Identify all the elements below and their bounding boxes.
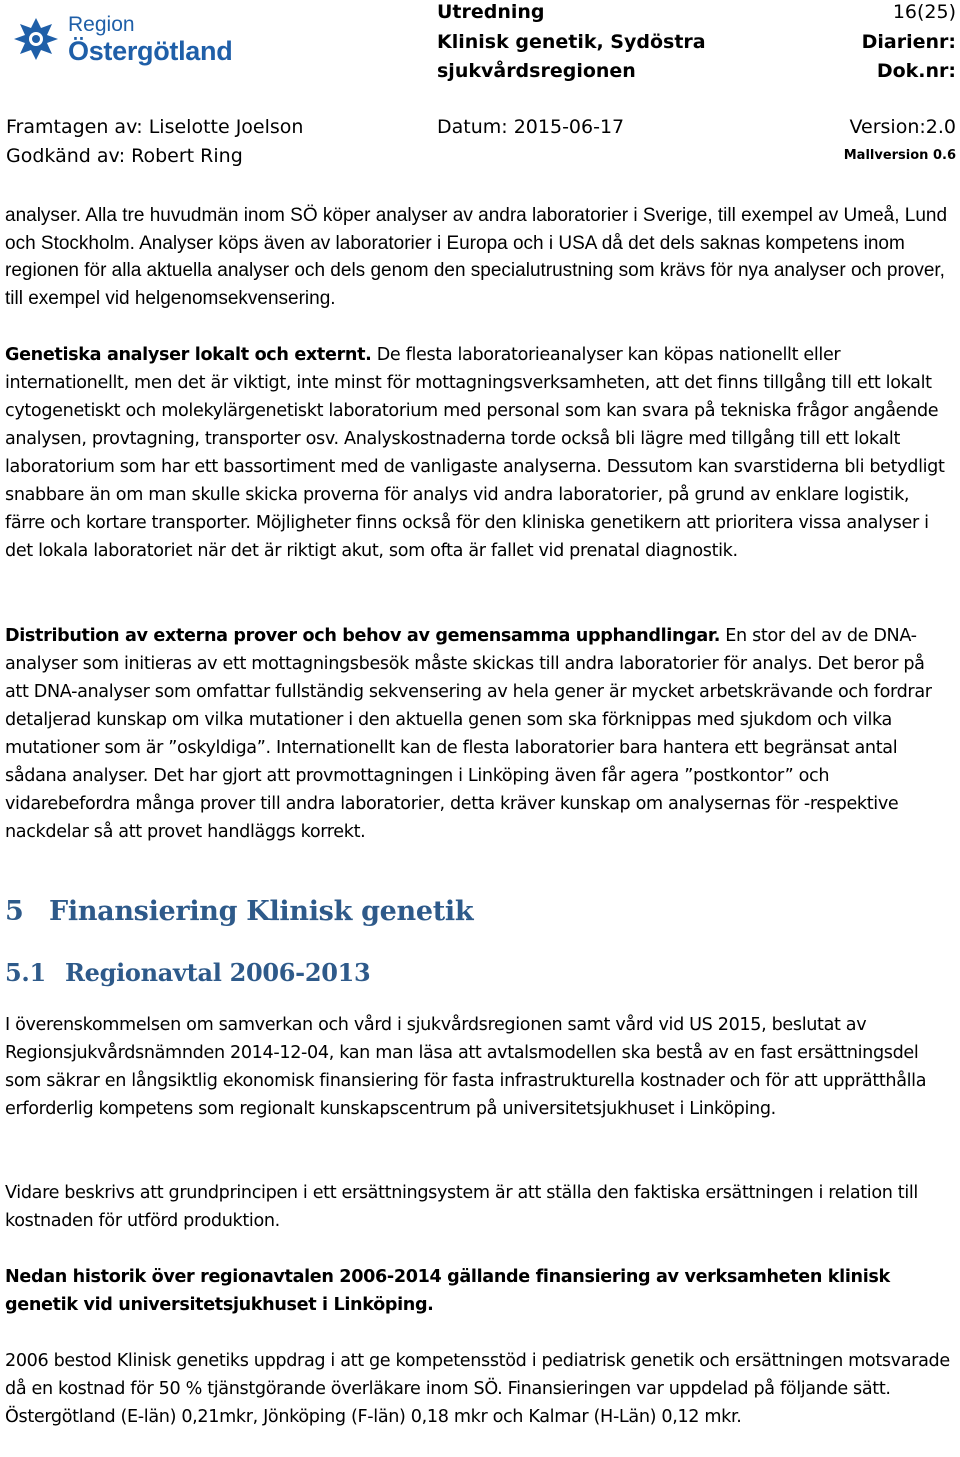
region-logo-mark-icon — [10, 12, 62, 66]
paragraph-2006: 2006 bestod Klinisk genetiks uppdrag i att ge kompetensstöd i pediatrisk genetik och ersättningen motsvarade då en kostnad för 50 % tjänstgörande överläkare inom SÖ. Finansieringen var uppdelad på följande sätt. Östergötland (E-län) 0,21mkr, Jönköping (F-län) 0,18 mkr och Kalmar (H-Län) 0,12 mkr. — [5, 1351, 950, 1427]
logo-name-text: Östergötland — [68, 36, 233, 66]
subsection-heading-5-1 — [5, 958, 370, 987]
diarienr-label: Diarienr: — [861, 31, 956, 53]
section-heading-5 — [5, 896, 473, 927]
doknr-label: Dok.nr: — [876, 60, 956, 82]
paragraph-text: En stor del av de DNA-analyser som initieras av ett mottagningsbesök måste skickas till andra laboratorier för analys. Det beror på att DNA-analyser som omfattar fullständig sekvensering av hela gener är mycket arbetskrävande och fordrar detaljerad kunskap om vilka mutationer i den aktuella genen som ska förknippas med sjukdom och vilka mutationer som är ”oskyldiga”. Internationellt kan de flesta laboratorier bara hantera ett begränsat antal sådana analyser. Det har gjort att provmottagningen i Linköping även får agera ”postkontor” och vidarebefordra många prover till andra laboratorier, detta kräver kunskap om analysernas för -respektive nackdelar så att provet handläggs korrekt. — [5, 626, 932, 842]
datum: Datum: 2015-06-17 — [437, 116, 625, 138]
paragraph-heading: Distribution av externa prover och behov av gemensamma upphandlingar. — [5, 626, 721, 646]
paragraph-genetiska-analyser — [5, 341, 953, 565]
document-title: Utredning — [437, 1, 545, 23]
framtagen-av: Framtagen av: Liselotte Joelson — [6, 116, 304, 138]
section-title: Finansiering Klinisk genetik — [49, 896, 474, 927]
logo-wordmark — [68, 14, 232, 66]
godkand-av: Godkänd av: Robert Ring — [6, 145, 243, 167]
paragraph-text: De flesta laboratorieanalyser kan köpas nationellt eller internationellt, men det är viktigt, inte minst för mottagningsverksamheten, att det finns tillgång till ett lokalt cytogenetiskt och molekylärgenetiskt laboratorium med personal som kan svara på tekniska frågor angående analysen, provtagning, transporter osv. Analyskostnaderna torde också bli lägre med tillgång till ett lokalt laboratorium som har ett bassortiment med de vanligaste analyserna. Dessutom kan svarstiderna bli betydligt snabbare än om man skulle skicka proverna för analys vid andra laboratorier, på grund av enklare logistik, färre och kortare transporter. Möjligheter finns också för den kliniska genetikern att prioritera vissa analyser i det lokala laboratoriet när det är riktigt akut, som ofta är fallet vid prenatal diagnostik. — [5, 345, 945, 561]
mallversion: Mallversion 0.6 — [843, 148, 956, 163]
paragraph-analyser-kop: analyser. Alla tre huvudmän inom SÖ köper analyser av andra laboratorier i Sverige, till exempel av Umeå, Lund och Stockholm. Analyser köps även av laboratorier i Europa och i USA då det dels saknas kompetens inom regionen för alla aktuella analyser och dels genom den specialutrustning som krävs för nya analyser och prover, till exempel vid helgenomsekvensering. — [5, 205, 948, 309]
version: Version:2.0 — [849, 116, 956, 138]
region-ostergotland-logo — [10, 12, 233, 70]
paragraph-distribution — [5, 622, 953, 846]
paragraph-grundprincip: Vidare beskrivs att grundprincipen i ett ersättningsystem är att ställa den faktiska ersättningen i relation till kostnaden för utförd produktion. — [5, 1183, 918, 1231]
logo-region-text: Region — [68, 13, 135, 36]
page-number: 16(25) — [892, 1, 956, 23]
subsection-number: 5.1 — [5, 958, 46, 987]
document-subtitle-line2: sjukvårdsregionen — [437, 60, 636, 82]
section-number: 5 — [5, 896, 24, 927]
paragraph-historik-bold: Nedan historik över regionavtalen 2006-2014 gällande finansiering av verksamheten klinisk genetik vid universitetsjukhuset i Linköping. — [5, 1267, 890, 1315]
document-subtitle-line1: Klinisk genetik, Sydöstra — [437, 31, 706, 53]
paragraph-heading: Genetiska analyser lokalt och externt. — [5, 345, 372, 365]
paragraph-overenskommelse: I överenskommelsen om samverkan och vård i sjukvårdsregionen samt vård vid US 2015, beslutat av Regionsjukvårdsnämnden 2014-12-04, kan man läsa att avtalsmodellen ska bestå av en fast ersättningsdel som säkrar en långsiktlig ekonomisk finansiering för fasta infrastrukturella kostnader och för att upprätthålla erforderlig kompetens som regionalt kunskapscentrum på universitetsjukhuset i Linköping. — [5, 1015, 927, 1119]
subsection-title: Regionavtal 2006-2013 — [65, 958, 371, 987]
